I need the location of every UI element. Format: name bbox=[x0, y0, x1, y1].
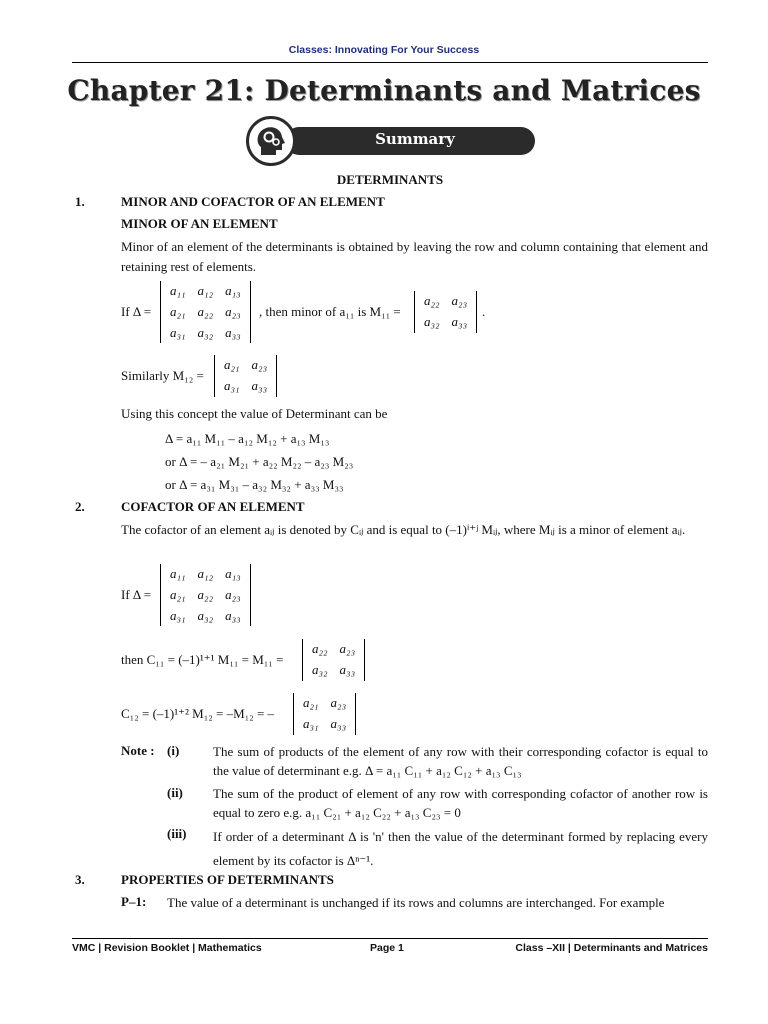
matrix-entry: a₃₃ bbox=[225, 324, 241, 340]
note-iii-text: If order of a determinant Δ is 'n' then the value of the determinant formed by replacing every element by its cofactor is Δⁿ⁻¹. bbox=[213, 829, 708, 868]
s1-using: Using this concept the value of Determinant can be bbox=[121, 406, 388, 421]
section-heading: DETERMINANTS bbox=[336, 172, 444, 187]
note-i-label: (i) bbox=[167, 743, 180, 758]
s3-p1-text: The value of a determinant is unchanged if its rows and columns are interchanged. For example bbox=[167, 895, 665, 910]
matrix-entry: a₃₃ bbox=[339, 661, 356, 677]
footer-right: Class –XII | Determinants and Matrices bbox=[515, 942, 708, 954]
note-ii-text: The sum of the product of element of any row with corresponding cofactor of another row is equal to zero e.g. a₁₁ C₂₁ + a₁₂ C₂₂ + a₁₃ C₂₃ = 0 bbox=[213, 786, 708, 820]
note-iii-label: (iii) bbox=[167, 826, 187, 841]
matrix-entry: a₃₂ bbox=[424, 313, 440, 329]
header-tagline: Classes: Innovating For Your Success bbox=[288, 44, 480, 56]
matrix-entry: a₂₂ bbox=[424, 293, 440, 308]
matrix-entry: a₂₁ bbox=[303, 695, 319, 710]
chapter-title: Chapter 21: Determinants and Matrices bbox=[67, 74, 701, 107]
s1-eq2: or Δ = – a₂₁ M₂₁ + a₂₂ M₂₂ – a₂₃ M₂₃ bbox=[165, 454, 354, 469]
s1-eq3: or Δ = a₃₁ M₃₁ – a₃₂ M₃₂ + a₃₃ M₃₃ bbox=[165, 477, 344, 492]
s1-eq1: Δ = a₁₁ M₁₁ – a₁₂ M₁₂ + a₁₃ M₁₃ bbox=[165, 431, 330, 446]
head-gears-icon bbox=[249, 119, 293, 163]
minor-m12-2 bbox=[293, 693, 356, 735]
matrix-entry: a₃₁ bbox=[170, 607, 186, 623]
matrix-entry: a₁₁ bbox=[170, 566, 186, 581]
period: . bbox=[482, 304, 486, 319]
matrix-entry: a₃₂ bbox=[312, 661, 328, 677]
note-ii-label: (ii) bbox=[167, 785, 183, 800]
matrix-entry: a₃₃ bbox=[225, 607, 241, 623]
determinant-full-1 bbox=[160, 281, 251, 343]
s2-if-label: If Δ = bbox=[121, 587, 152, 602]
matrix-entry: a₂₂ bbox=[312, 641, 328, 656]
s2-c11: then C₁₁ = (–1)¹⁺¹ M₁₁ = M₁₁ = bbox=[121, 652, 284, 667]
matrix-entry: a₂₃ bbox=[451, 293, 468, 308]
matrix-entry: a₂₃ bbox=[339, 641, 356, 656]
matrix-entry: a₂₁ bbox=[170, 586, 186, 602]
s1-title: MINOR AND COFACTOR OF AN ELEMENT bbox=[121, 194, 385, 209]
note-label: Note : bbox=[121, 743, 155, 758]
s1-paragraph: Minor of an element of the determinants is obtained by leaving the row and column containing that element and retaining rest of elements. bbox=[121, 239, 708, 274]
footer-rule bbox=[72, 938, 708, 939]
matrix-entry: a₁₂ bbox=[197, 283, 214, 298]
s2-title: COFACTOR OF AN ELEMENT bbox=[121, 499, 305, 514]
s1-then-text: , then minor of a₁₁ is M₁₁ = bbox=[259, 304, 401, 319]
matrix-entry: a₂₂ bbox=[197, 586, 214, 602]
s3-p1-label: P–1: bbox=[121, 894, 147, 909]
matrix-entry: a₃₂ bbox=[197, 324, 214, 340]
matrix-entry: a₁₃ bbox=[225, 566, 241, 581]
header-rule bbox=[72, 62, 708, 63]
matrix-entry: a₂₃ bbox=[251, 357, 268, 372]
minor-m11-1 bbox=[414, 291, 477, 333]
matrix-entry: a₃₃ bbox=[251, 377, 268, 393]
matrix-entry: a₂₁ bbox=[170, 303, 186, 319]
matrix-entry: a₂₃ bbox=[225, 586, 241, 602]
s3-number: 3. bbox=[75, 872, 85, 887]
matrix-entry: a₃₂ bbox=[197, 607, 214, 623]
matrix-entry: a₃₁ bbox=[303, 715, 319, 731]
footer-page: Page 1 bbox=[370, 942, 404, 954]
s3-title: PROPERTIES OF DETERMINANTS bbox=[121, 872, 334, 887]
matrix-entry: a₂₃ bbox=[225, 303, 241, 319]
s1-if-label: If Δ = bbox=[121, 304, 152, 319]
s1-similarly: Similarly M₁₂ = bbox=[121, 368, 204, 383]
matrix-entry: a₃₃ bbox=[451, 313, 468, 329]
matrix-entry: a₂₃ bbox=[330, 695, 347, 710]
determinant-full-2 bbox=[160, 564, 251, 626]
s2-c12: C₁₂ = (–1)¹⁺² M₁₂ = –M₁₂ = – bbox=[121, 706, 275, 721]
minor-m12-1 bbox=[214, 355, 277, 397]
matrix-entry: a₁₂ bbox=[197, 566, 214, 581]
summary-label: Summary bbox=[375, 130, 455, 148]
footer-left: VMC | Revision Booklet | Mathematics bbox=[72, 942, 262, 954]
summary-badge bbox=[246, 116, 296, 166]
minor-m11-2 bbox=[302, 639, 365, 681]
s1-number: 1. bbox=[75, 194, 85, 209]
matrix-entry: a₃₃ bbox=[330, 715, 347, 731]
matrix-entry: a₃₁ bbox=[224, 377, 240, 393]
s2-number: 2. bbox=[75, 499, 85, 514]
matrix-entry: a₂₁ bbox=[224, 357, 240, 372]
note-i-text: The sum of products of the element of any row with their corresponding cofactor is equal to the value of determinant e.g. Δ = a₁₁ C₁₁ + a₁₂ C₁₂ + a₁₃ C₁₃ bbox=[213, 744, 708, 778]
matrix-entry: a₃₁ bbox=[170, 324, 186, 340]
matrix-entry: a₂₂ bbox=[197, 303, 214, 319]
matrix-entry: a₁₃ bbox=[225, 283, 241, 298]
matrix-entry: a₁₁ bbox=[170, 283, 186, 298]
s2-paragraph: The cofactor of an element aᵢⱼ is denoted by Cᵢⱼ and is equal to (–1)ⁱ⁺ʲ Mᵢⱼ, where Mᵢⱼ is a minor of element aᵢⱼ. bbox=[121, 522, 686, 537]
s1-subtitle: MINOR OF AN ELEMENT bbox=[121, 216, 278, 231]
